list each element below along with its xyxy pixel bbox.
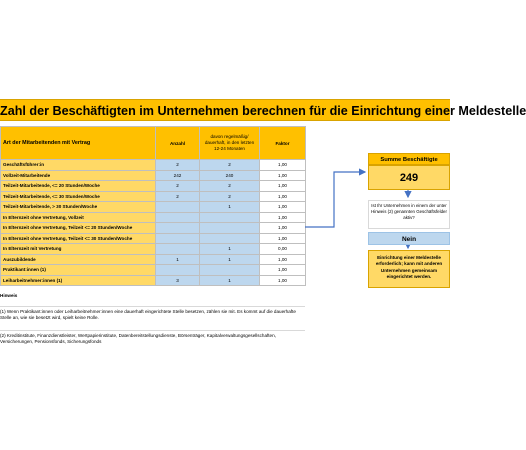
count-cell[interactable]: 242 xyxy=(156,170,200,181)
answer-select[interactable]: Nein xyxy=(368,232,450,245)
row-label: In Elternzeit ohne Vertretung, Teilzeit <= 20 Stunden/Woche xyxy=(1,223,156,234)
sum-arrow xyxy=(305,172,365,227)
row-label: Vollzeit-Mitarbeitende xyxy=(1,170,156,181)
row-label: Leiharbeitnehmer:innen (1) xyxy=(1,275,156,286)
sheet-title: Zahl der Beschäftigten im Unternehmen berechnen für die Einrichtung einer Meldestelle xyxy=(0,99,450,121)
factor-cell: 1,00 xyxy=(260,202,306,213)
row-label: Auszubildende xyxy=(1,254,156,265)
permanent-cell[interactable]: 240 xyxy=(200,170,260,181)
permanent-cell[interactable]: 1 xyxy=(200,275,260,286)
permanent-cell[interactable]: 2 xyxy=(200,181,260,192)
factor-cell: 0,00 xyxy=(260,244,306,255)
permanent-cell[interactable]: 2 xyxy=(200,160,260,171)
row-label: In Elternzeit mit Vertretung xyxy=(1,244,156,255)
factor-cell: 1,00 xyxy=(260,233,306,244)
result-text: Einrichtung einer Meldestelle erforderlich; kann mit anderen Unternehmen gemeinsam eingerichtet werden. xyxy=(368,250,450,288)
row-label: Teilzeit-Mitarbeitende, <= 20 Stunden/Woche xyxy=(1,181,156,192)
note-1: (1) Wenn Praktikant:innen oder Leiharbeitnehmer:innen eine dauerhaft eingerichtete Stelle besetzen, zählen sie mit. Es kommt auf die dauerhafte Stelle an, wie sie besetzt wird, spielt keine Rolle. xyxy=(0,306,305,322)
row-label: Geschäftsführer:in xyxy=(1,160,156,171)
row-label: Praktikant:innen (1) xyxy=(1,265,156,276)
permanent-cell[interactable]: 2 xyxy=(200,191,260,202)
factor-cell: 1,00 xyxy=(260,170,306,181)
permanent-cell[interactable]: 1 xyxy=(200,244,260,255)
factor-cell: 1,00 xyxy=(260,254,306,265)
factor-cell: 1,00 xyxy=(260,275,306,286)
row-label: In Elternzeit ohne Vertretung, Teilzeit <= 30 Stunden/Woche xyxy=(1,233,156,244)
row-label: Teilzeit-Mitarbeitende, > 30 Stunden/Woche xyxy=(1,202,156,213)
header-count: Anzahl xyxy=(156,127,200,160)
factor-cell: 1,00 xyxy=(260,160,306,171)
factor-cell: 1,00 xyxy=(260,191,306,202)
notes-heading: Hinweis xyxy=(0,293,18,298)
count-cell[interactable]: 1 xyxy=(156,254,200,265)
permanent-cell[interactable]: 1 xyxy=(200,202,260,213)
count-cell[interactable]: 2 xyxy=(156,160,200,171)
row-label: In Elternzeit ohne Vertretung, Vollzeit xyxy=(1,212,156,223)
permanent-cell[interactable]: 1 xyxy=(200,254,260,265)
business-question: Ist Ihr Unternehmen in einem der unter Hinweis (2) genannten Geschäftsfelder aktiv? xyxy=(368,200,450,229)
count-cell[interactable]: 2 xyxy=(156,191,200,202)
sum-heading: Summe Beschäftigte xyxy=(368,153,450,165)
row-label: Teilzeit-Mitarbeitende, <= 30 Stunden/Woche xyxy=(1,191,156,202)
count-cell[interactable]: 3 xyxy=(156,275,200,286)
header-type: Art der Mitarbeitenden mit Vertrag xyxy=(1,127,156,160)
factor-cell: 1,00 xyxy=(260,212,306,223)
sum-value: 249 xyxy=(368,165,450,190)
header-factor: Faktor xyxy=(260,127,306,160)
count-cell[interactable]: 2 xyxy=(156,181,200,192)
factor-cell: 1,00 xyxy=(260,181,306,192)
factor-cell: 1,00 xyxy=(260,265,306,276)
factor-cell: 1,00 xyxy=(260,223,306,234)
note-2: (2) Kreditinstitute, Finanzdienstleister, Wertpapierinstitute, Datenbereitstellungsdienste, Börsenträger, Kapitalverwaltungsgesellschaften, Versicherungen, Pensionsfonds, Sicherungsfonds xyxy=(0,330,305,346)
header-permanent: davon regelmäßig/ dauerhaft, in den letzten 12-24 Monaten xyxy=(200,127,260,160)
